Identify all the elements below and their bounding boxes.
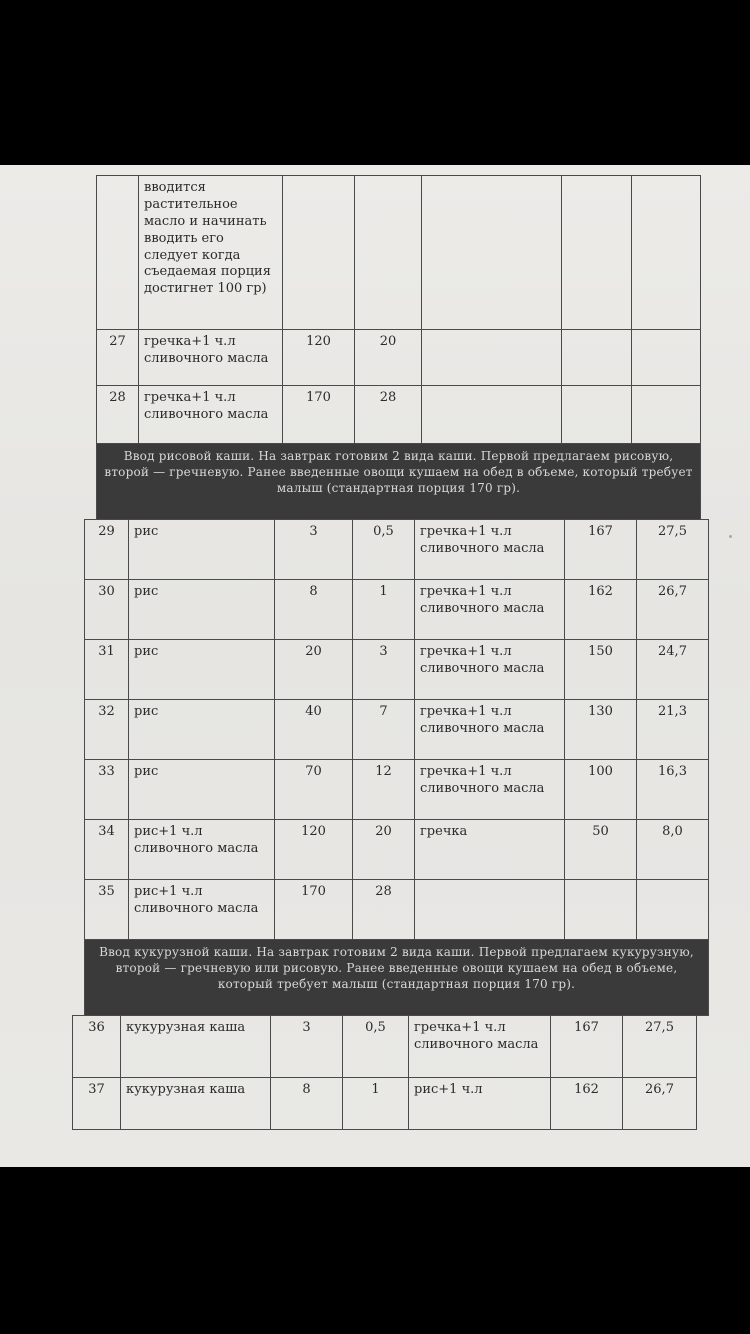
document-page	[0, 165, 750, 1167]
grams1-cell: 40	[275, 700, 353, 760]
food2-cell	[422, 386, 562, 444]
food1-cell: кукурузная каша	[121, 1016, 271, 1078]
food2-cell	[422, 330, 562, 386]
portion2-cell	[637, 880, 709, 940]
day-cell: 32	[85, 700, 129, 760]
food1-cell: рис+1 ч.л сливочного масла	[129, 880, 275, 940]
food2-cell: гречка	[415, 820, 565, 880]
food1-cell: рис	[129, 580, 275, 640]
rice-section-banner: Ввод рисовой каши. На завтрак готовим 2 вида каши. Первой предлагаем рисовую, второй — гречневую. Ранее введенные овощи кушаем на обед в объеме, который требует малыш (стандартная порция 170 гр).	[97, 444, 701, 520]
food2-cell: гречка+1 ч.л сливочного масла	[415, 580, 565, 640]
portion2-cell: 26,7	[637, 580, 709, 640]
grams2-cell: 162	[551, 1078, 623, 1130]
feeding-table-middle	[84, 519, 709, 1016]
portion1-cell: 20	[355, 330, 422, 386]
food2-cell: гречка+1 ч.л сливочного масла	[415, 760, 565, 820]
table-row	[73, 1078, 697, 1130]
table-body-middle	[85, 520, 709, 1016]
feeding-table-bottom	[72, 1015, 697, 1130]
portion1-cell: 28	[355, 386, 422, 444]
day-cell: 36	[73, 1016, 121, 1078]
food1-cell: рис	[129, 640, 275, 700]
portion1-cell: 1	[353, 580, 415, 640]
portion1-cell: 28	[353, 880, 415, 940]
portion1-cell: 0,5	[343, 1016, 409, 1078]
portion1-cell: 1	[343, 1078, 409, 1130]
grams2-cell: 130	[565, 700, 637, 760]
day-cell: 30	[85, 580, 129, 640]
food2-cell: гречка+1 ч.л сливочного масла	[409, 1016, 551, 1078]
table-row	[85, 520, 709, 580]
portion2-cell: 16,3	[637, 760, 709, 820]
food1-cell: гречка+1 ч.л сливочного масла	[139, 386, 283, 444]
food2-cell: гречка+1 ч.л сливочного масла	[415, 520, 565, 580]
portion1-cell: 20	[353, 820, 415, 880]
portion2-cell	[632, 176, 701, 330]
food1-cell: рис	[129, 760, 275, 820]
day-cell	[97, 176, 139, 330]
day-cell: 27	[97, 330, 139, 386]
table-row	[97, 176, 701, 330]
grams1-cell: 120	[275, 820, 353, 880]
portion2-cell: 24,7	[637, 640, 709, 700]
grams1-cell: 170	[283, 386, 355, 444]
day-cell: 37	[73, 1078, 121, 1130]
grams1-cell: 120	[283, 330, 355, 386]
food1-cell: вводится растительное масло и начинать вводить его следует когда съедаемая порция достигнет 100 гр)	[139, 176, 283, 330]
day-cell: 35	[85, 880, 129, 940]
food2-cell	[415, 880, 565, 940]
food2-cell	[422, 176, 562, 330]
day-cell: 33	[85, 760, 129, 820]
food2-cell: рис+1 ч.л	[409, 1078, 551, 1130]
portion1-cell	[355, 176, 422, 330]
portion2-cell: 27,5	[637, 520, 709, 580]
corn-section-banner: Ввод кукурузной каши. На завтрак готовим 2 вида каши. Первой предлагаем кукурузную, второй — гречневую или рисовую. Ранее введенные овощи кушаем на обед в объеме, который требует малыш (стандартная порция 170 гр).	[85, 940, 709, 1016]
portion1-cell: 3	[353, 640, 415, 700]
food2-cell: гречка+1 ч.л сливочного масла	[415, 640, 565, 700]
table-row	[85, 880, 709, 940]
portion2-cell	[632, 386, 701, 444]
table-row	[85, 760, 709, 820]
grams1-cell: 8	[271, 1078, 343, 1130]
food1-cell: рис+1 ч.л сливочного масла	[129, 820, 275, 880]
portion2-cell: 26,7	[623, 1078, 697, 1130]
portion1-cell: 12	[353, 760, 415, 820]
grams1-cell: 3	[271, 1016, 343, 1078]
grams2-cell: 100	[565, 760, 637, 820]
grams1-cell: 70	[275, 760, 353, 820]
grams2-cell: 162	[565, 580, 637, 640]
grams1-cell: 20	[275, 640, 353, 700]
grams2-cell	[562, 386, 632, 444]
grams1-cell: 170	[275, 880, 353, 940]
portion2-cell: 8,0	[637, 820, 709, 880]
portion1-cell: 7	[353, 700, 415, 760]
day-cell: 34	[85, 820, 129, 880]
grams2-cell: 50	[565, 820, 637, 880]
paper-speck	[729, 535, 732, 538]
table-body-bottom	[73, 1016, 697, 1130]
portion1-cell: 0,5	[353, 520, 415, 580]
food1-cell: рис	[129, 520, 275, 580]
day-cell: 31	[85, 640, 129, 700]
table-body-top	[97, 176, 701, 520]
day-cell: 28	[97, 386, 139, 444]
portion2-cell: 27,5	[623, 1016, 697, 1078]
table-row	[85, 820, 709, 880]
section-banner-row	[97, 444, 701, 520]
table-row	[85, 580, 709, 640]
food1-cell: кукурузная каша	[121, 1078, 271, 1130]
food1-cell: гречка+1 ч.л сливочного масла	[139, 330, 283, 386]
grams2-cell: 150	[565, 640, 637, 700]
grams1-cell	[283, 176, 355, 330]
food1-cell: рис	[129, 700, 275, 760]
grams2-cell	[565, 880, 637, 940]
grams2-cell: 167	[551, 1016, 623, 1078]
table-row	[73, 1016, 697, 1078]
table-row	[97, 330, 701, 386]
portion2-cell	[632, 330, 701, 386]
grams1-cell: 3	[275, 520, 353, 580]
grams2-cell	[562, 176, 632, 330]
grams2-cell: 167	[565, 520, 637, 580]
grams1-cell: 8	[275, 580, 353, 640]
food2-cell: гречка+1 ч.л сливочного масла	[415, 700, 565, 760]
section-banner-row	[85, 940, 709, 1016]
feeding-table-top	[96, 175, 701, 520]
table-row	[85, 640, 709, 700]
grams2-cell	[562, 330, 632, 386]
day-cell: 29	[85, 520, 129, 580]
table-row	[85, 700, 709, 760]
portion2-cell: 21,3	[637, 700, 709, 760]
table-row	[97, 386, 701, 444]
